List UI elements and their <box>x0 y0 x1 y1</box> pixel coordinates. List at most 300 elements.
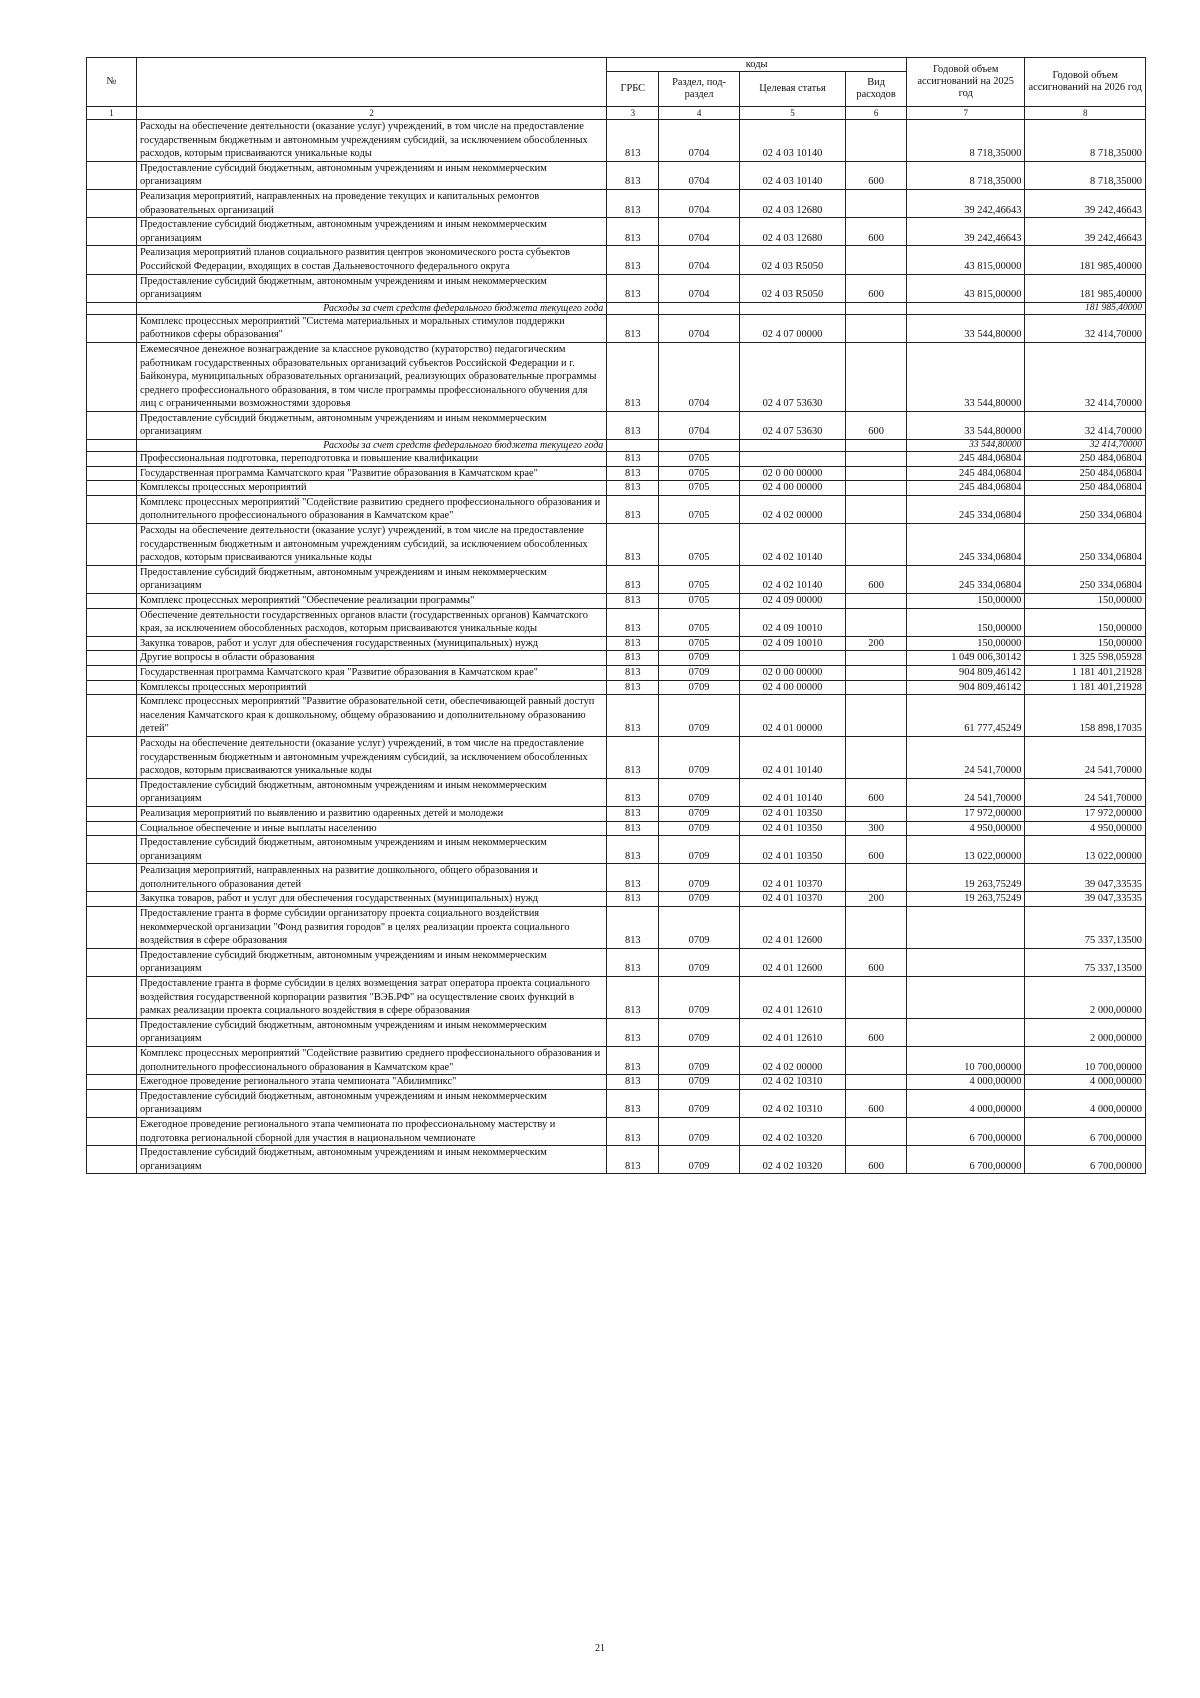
row-grbs-cell: 813 <box>607 120 659 162</box>
row-razdel-cell: 0705 <box>659 565 739 593</box>
row-kcs-cell: 02 4 09 10010 <box>739 608 845 636</box>
row-2026-cell: 6 700,00000 <box>1025 1117 1146 1145</box>
row-name-cell: Профессиональная подготовка, переподготовка и повышение квалификации <box>136 452 606 467</box>
row-2025-cell: 33 544,80000 <box>907 411 1025 439</box>
row-number-cell <box>87 651 137 666</box>
row-2026-cell: 181 985,40000 <box>1025 246 1146 274</box>
row-vr-cell <box>846 314 907 342</box>
row-kcs-cell: 02 4 01 10350 <box>739 821 845 836</box>
header-grbs: ГРБС <box>607 72 659 107</box>
row-number-cell <box>87 608 137 636</box>
table-row <box>87 1075 1146 1090</box>
row-razdel-cell: 0709 <box>659 977 739 1019</box>
row-name-cell: Предоставление субсидий бюджетным, автономным учреждениям и иным некоммерческим организациям <box>136 778 606 806</box>
table-row <box>87 189 1146 217</box>
row-2025-cell: 4 000,00000 <box>907 1089 1025 1117</box>
row-grbs-cell: 813 <box>607 411 659 439</box>
row-2025-cell: 24 541,70000 <box>907 736 1025 778</box>
row-kcs-cell: 02 4 01 12610 <box>739 977 845 1019</box>
row-vr-cell: 600 <box>846 565 907 593</box>
row-kcs-cell: 02 4 09 00000 <box>739 594 845 609</box>
row-razdel-cell: 0704 <box>659 314 739 342</box>
table-row <box>87 892 1146 907</box>
row-number-cell <box>87 977 137 1019</box>
row-number-cell <box>87 680 137 695</box>
row-2026-cell: 13 022,00000 <box>1025 836 1146 864</box>
row-vr-cell: 600 <box>846 1146 907 1174</box>
row-number-cell <box>87 481 137 496</box>
row-grbs-cell: 813 <box>607 1089 659 1117</box>
row-name-cell: Предоставление субсидий бюджетным, автономным учреждениям и иным некоммерческим организациям <box>136 411 606 439</box>
row-razdel-cell <box>659 440 739 452</box>
col-number: 7 <box>907 107 1025 120</box>
row-razdel-cell: 0709 <box>659 836 739 864</box>
row-razdel-cell: 0709 <box>659 1075 739 1090</box>
row-kcs-cell: 02 4 03 10140 <box>739 161 845 189</box>
row-number-cell <box>87 778 137 806</box>
row-2025-cell <box>907 977 1025 1019</box>
row-name-cell: Закупка товаров, работ и услуг для обеспечения государственных (муниципальных) нужд <box>136 636 606 651</box>
row-number-cell <box>87 1146 137 1174</box>
row-number-cell <box>87 189 137 217</box>
row-grbs-cell: 813 <box>607 342 659 411</box>
row-name-cell: Предоставление субсидий бюджетным, автономным учреждениям и иным некоммерческим организациям <box>136 1018 606 1046</box>
row-vr-cell <box>846 977 907 1019</box>
table-row <box>87 806 1146 821</box>
row-name-cell: Комплекс процессных мероприятий "Содействие развитию среднего профессионального образования и дополнительного профессионального образования в Камчатском крае" <box>136 1047 606 1075</box>
row-vr-cell <box>846 651 907 666</box>
row-name-cell: Ежегодное проведение регионального этапа чемпионата по профессиональному мастерству и подготовка региональной сборной для участия в национальном чемпионате <box>136 1117 606 1145</box>
row-number-cell <box>87 892 137 907</box>
row-razdel-cell: 0705 <box>659 481 739 496</box>
table-row <box>87 481 1146 496</box>
row-kcs-cell: 02 4 02 10140 <box>739 565 845 593</box>
row-kcs-cell <box>739 651 845 666</box>
row-number-cell <box>87 665 137 680</box>
table-row <box>87 1146 1146 1174</box>
row-2026-cell: 4 950,00000 <box>1025 821 1146 836</box>
row-name-cell: Расходы на обеспечение деятельности (оказание услуг) учреждений, в том числе на предоставление государственным бюджетным и автономным учреждениям субсидий, за исключением обособленных расходов, которым присваиваются уникальные коды <box>136 736 606 778</box>
row-razdel-cell: 0709 <box>659 651 739 666</box>
row-name-cell: Комплексы процессных мероприятий <box>136 680 606 695</box>
row-kcs-cell <box>739 440 845 452</box>
row-number-cell <box>87 314 137 342</box>
row-grbs-cell: 813 <box>607 466 659 481</box>
row-2025-cell: 4 000,00000 <box>907 1075 1025 1090</box>
row-grbs-cell: 813 <box>607 452 659 467</box>
row-2026-cell: 250 484,06804 <box>1025 481 1146 496</box>
row-name-cell: Расходы на обеспечение деятельности (оказание услуг) учреждений, в том числе на предоставление государственным бюджетным и автономным учреждениям субсидий, за исключением обособленных расходов, которым присваиваются уникальные коды <box>136 524 606 566</box>
row-2026-cell: 250 334,06804 <box>1025 565 1146 593</box>
row-grbs-cell: 813 <box>607 495 659 523</box>
table-row <box>87 314 1146 342</box>
row-grbs-cell: 813 <box>607 1075 659 1090</box>
table-row <box>87 411 1146 439</box>
col-number: 8 <box>1025 107 1146 120</box>
row-2025-cell: 150,00000 <box>907 636 1025 651</box>
row-grbs-cell: 813 <box>607 481 659 496</box>
table-header <box>87 58 1146 120</box>
col-number: 1 <box>87 107 137 120</box>
row-grbs-cell: 813 <box>607 680 659 695</box>
col-number: 6 <box>846 107 907 120</box>
row-2025-cell: 245 484,06804 <box>907 481 1025 496</box>
row-2025-cell: 39 242,46643 <box>907 189 1025 217</box>
row-2026-cell: 4 000,00000 <box>1025 1075 1146 1090</box>
row-name-cell: Закупка товаров, работ и услуг для обеспечения государственных (муниципальных) нужд <box>136 892 606 907</box>
row-name-cell: Комплекс процессных мероприятий "Развитие образовательной сети, обеспечивающей равный доступ населения Камчатского края к дошкольному, общему образованию и дополнительному образованию детей" <box>136 695 606 737</box>
row-name-cell: Реализация мероприятий, направленных на развитие дошкольного, общего образования и дополнительного образования детей <box>136 864 606 892</box>
table-row <box>87 246 1146 274</box>
row-kcs-cell: 02 4 07 53630 <box>739 342 845 411</box>
row-2025-cell: 245 484,06804 <box>907 452 1025 467</box>
row-kcs-cell <box>739 302 845 314</box>
row-name-cell: Другие вопросы в области образования <box>136 651 606 666</box>
row-2025-cell <box>907 907 1025 949</box>
row-2025-cell: 19 263,75249 <box>907 864 1025 892</box>
row-grbs-cell <box>607 302 659 314</box>
row-razdel-cell: 0705 <box>659 594 739 609</box>
header-vr: Вид расходов <box>846 72 907 107</box>
row-razdel-cell: 0709 <box>659 1047 739 1075</box>
row-razdel-cell: 0709 <box>659 1018 739 1046</box>
row-razdel-cell: 0709 <box>659 821 739 836</box>
row-2025-cell: 150,00000 <box>907 594 1025 609</box>
header-column-numbers <box>87 107 1146 120</box>
row-vr-cell <box>846 665 907 680</box>
row-name-cell: Предоставление субсидий бюджетным, автономным учреждениям и иным некоммерческим организациям <box>136 1146 606 1174</box>
table-row <box>87 161 1146 189</box>
row-vr-cell <box>846 342 907 411</box>
row-name-cell: Предоставление гранта в форме субсидии в целях возмещения затрат оператора проекта социального воздействия государственной корпорации развития "ВЭБ.РФ" на осуществление своих функций в рамках реализации проекта социального воздействия в сфере образования <box>136 977 606 1019</box>
row-razdel-cell: 0705 <box>659 452 739 467</box>
table-row <box>87 342 1146 411</box>
row-kcs-cell: 02 4 02 10320 <box>739 1117 845 1145</box>
row-kcs-cell: 02 4 01 00000 <box>739 695 845 737</box>
row-vr-cell <box>846 736 907 778</box>
row-number-cell <box>87 342 137 411</box>
row-2026-cell: 24 541,70000 <box>1025 778 1146 806</box>
row-razdel-cell: 0709 <box>659 778 739 806</box>
row-vr-cell <box>846 452 907 467</box>
row-2026-cell: 181 985,40000 <box>1025 274 1146 302</box>
row-grbs-cell: 813 <box>607 651 659 666</box>
header-kcs: Целевая статья <box>739 72 845 107</box>
row-grbs-cell: 813 <box>607 218 659 246</box>
row-2026-cell: 1 181 401,21928 <box>1025 665 1146 680</box>
row-kcs-cell: 02 4 01 10350 <box>739 836 845 864</box>
row-razdel-cell: 0705 <box>659 608 739 636</box>
row-kcs-cell: 02 4 03 12680 <box>739 189 845 217</box>
table-row <box>87 821 1146 836</box>
row-2026-cell: 150,00000 <box>1025 636 1146 651</box>
header-no: № <box>87 58 137 107</box>
header-codes-group: коды <box>607 58 907 72</box>
row-razdel-cell: 0704 <box>659 274 739 302</box>
row-vr-cell: 600 <box>846 161 907 189</box>
row-razdel-cell: 0709 <box>659 1146 739 1174</box>
row-vr-cell <box>846 120 907 162</box>
row-razdel-cell: 0709 <box>659 1089 739 1117</box>
row-kcs-cell: 02 4 02 10140 <box>739 524 845 566</box>
row-number-cell <box>87 736 137 778</box>
row-kcs-cell: 02 4 01 10140 <box>739 736 845 778</box>
row-2026-cell: 6 700,00000 <box>1025 1146 1146 1174</box>
row-2026-cell: 2 000,00000 <box>1025 977 1146 1019</box>
row-name-cell: Государственная программа Камчатского края "Развитие образования в Камчатском крае" <box>136 665 606 680</box>
row-2026-cell: 2 000,00000 <box>1025 1018 1146 1046</box>
row-2025-cell: 33 544,80000 <box>907 342 1025 411</box>
row-razdel-cell: 0709 <box>659 736 739 778</box>
row-number-cell <box>87 466 137 481</box>
row-2026-cell: 32 414,70000 <box>1025 342 1146 411</box>
row-name-cell: Ежегодное проведение регионального этапа чемпионата "Абилимпикс" <box>136 1075 606 1090</box>
row-name-cell: Расходы на обеспечение деятельности (оказание услуг) учреждений, в том числе на предоставление государственным бюджетным и автономным учреждениям субсидий, за исключением обособленных расходов, которым присваиваются уникальные коды <box>136 120 606 162</box>
row-kcs-cell: 02 4 01 12600 <box>739 948 845 976</box>
row-vr-cell: 600 <box>846 1018 907 1046</box>
row-name-cell: Предоставление гранта в форме субсидии организатору проекта социального воздействия некоммерческой организации "Фонд развития городов" в целях реализации проекта социального воздействия в сфере образования <box>136 907 606 949</box>
row-name-cell: Предоставление субсидий бюджетным, автономным учреждениям и иным некоммерческим организациям <box>136 161 606 189</box>
row-vr-cell: 200 <box>846 892 907 907</box>
row-2025-cell <box>907 302 1025 314</box>
row-vr-cell <box>846 594 907 609</box>
row-2025-cell: 24 541,70000 <box>907 778 1025 806</box>
row-vr-cell <box>846 695 907 737</box>
row-razdel-cell: 0704 <box>659 246 739 274</box>
table-row <box>87 695 1146 737</box>
row-razdel-cell: 0704 <box>659 218 739 246</box>
row-kcs-cell: 02 4 01 10140 <box>739 778 845 806</box>
row-vr-cell <box>846 495 907 523</box>
row-grbs-cell: 813 <box>607 821 659 836</box>
row-2025-cell: 6 700,00000 <box>907 1146 1025 1174</box>
row-2025-cell: 245 484,06804 <box>907 466 1025 481</box>
row-kcs-cell: 02 4 03 10140 <box>739 120 845 162</box>
row-grbs-cell <box>607 440 659 452</box>
row-2025-cell: 33 544,80000 <box>907 440 1025 452</box>
row-number-cell <box>87 1047 137 1075</box>
header-razdel: Раздел, под-раздел <box>659 72 739 107</box>
row-kcs-cell: 02 4 02 00000 <box>739 495 845 523</box>
table-row <box>87 466 1146 481</box>
row-number-cell <box>87 302 137 314</box>
row-2025-cell: 39 242,46643 <box>907 218 1025 246</box>
row-name-cell: Реализация мероприятий планов социального развития центров экономического роста субъектов Российской Федерации, входящих в состав Дальневосточного федерального округа <box>136 246 606 274</box>
row-name-cell: Расходы за счет средств федерального бюджета текущего года <box>136 302 606 314</box>
row-kcs-cell: 02 4 01 10370 <box>739 892 845 907</box>
row-grbs-cell: 813 <box>607 864 659 892</box>
row-2026-cell: 181 985,40000 <box>1025 302 1146 314</box>
row-number-cell <box>87 411 137 439</box>
row-vr-cell <box>846 481 907 496</box>
row-grbs-cell: 813 <box>607 636 659 651</box>
row-kcs-cell: 02 4 03 12680 <box>739 218 845 246</box>
row-vr-cell <box>846 1047 907 1075</box>
header-2026: Годовой объем ассигнований на 2026 год <box>1025 58 1146 107</box>
row-kcs-cell: 02 4 07 00000 <box>739 314 845 342</box>
table-row <box>87 1047 1146 1075</box>
table-row <box>87 1018 1146 1046</box>
row-2026-cell: 75 337,13500 <box>1025 948 1146 976</box>
row-name-cell: Государственная программа Камчатского края "Развитие образования в Камчатском крае" <box>136 466 606 481</box>
row-number-cell <box>87 806 137 821</box>
row-name-cell: Расходы за счет средств федерального бюджета текущего года <box>136 440 606 452</box>
row-razdel-cell: 0704 <box>659 342 739 411</box>
row-grbs-cell: 813 <box>607 892 659 907</box>
table-row <box>87 218 1146 246</box>
row-name-cell: Обеспечение деятельности государственных органов власти (государственных органов) Камчатского края, за исключением обособленных расходов, которым присваиваются уникальные коды <box>136 608 606 636</box>
row-vr-cell <box>846 189 907 217</box>
row-razdel-cell: 0705 <box>659 466 739 481</box>
table-row <box>87 907 1146 949</box>
row-name-cell: Предоставление субсидий бюджетным, автономным учреждениям и иным некоммерческим организациям <box>136 565 606 593</box>
table-row <box>87 665 1146 680</box>
table-row <box>87 594 1146 609</box>
row-kcs-cell: 02 4 02 10320 <box>739 1146 845 1174</box>
row-kcs-cell: 02 4 00 00000 <box>739 481 845 496</box>
row-number-cell <box>87 1117 137 1145</box>
table-row <box>87 680 1146 695</box>
row-grbs-cell: 813 <box>607 565 659 593</box>
row-2025-cell: 43 815,00000 <box>907 274 1025 302</box>
table-row-federal-subtotal <box>87 440 1146 452</box>
row-grbs-cell: 813 <box>607 524 659 566</box>
table-row <box>87 608 1146 636</box>
row-name-cell: Комплекс процессных мероприятий "Обеспечение реализации программы" <box>136 594 606 609</box>
row-2025-cell: 150,00000 <box>907 608 1025 636</box>
row-razdel-cell: 0709 <box>659 907 739 949</box>
row-2025-cell: 6 700,00000 <box>907 1117 1025 1145</box>
row-2025-cell: 245 334,06804 <box>907 495 1025 523</box>
row-grbs-cell: 813 <box>607 778 659 806</box>
row-number-cell <box>87 821 137 836</box>
row-2026-cell: 75 337,13500 <box>1025 907 1146 949</box>
row-razdel-cell: 0709 <box>659 1117 739 1145</box>
row-2026-cell: 32 414,70000 <box>1025 314 1146 342</box>
row-vr-cell <box>846 466 907 481</box>
row-kcs-cell: 02 4 07 53630 <box>739 411 845 439</box>
row-2026-cell: 39 242,46643 <box>1025 218 1146 246</box>
row-name-cell: Предоставление субсидий бюджетным, автономным учреждениям и иным некоммерческим организациям <box>136 836 606 864</box>
row-grbs-cell: 813 <box>607 736 659 778</box>
row-2026-cell: 39 047,33535 <box>1025 864 1146 892</box>
row-grbs-cell: 813 <box>607 695 659 737</box>
row-2026-cell: 150,00000 <box>1025 608 1146 636</box>
row-kcs-cell: 02 4 01 10350 <box>739 806 845 821</box>
row-razdel-cell: 0705 <box>659 524 739 566</box>
table-row <box>87 778 1146 806</box>
row-grbs-cell: 813 <box>607 594 659 609</box>
row-2026-cell: 158 898,17035 <box>1025 695 1146 737</box>
row-number-cell <box>87 1089 137 1117</box>
row-kcs-cell <box>739 452 845 467</box>
budget-table <box>86 57 1146 1174</box>
row-number-cell <box>87 1075 137 1090</box>
row-number-cell <box>87 246 137 274</box>
row-2025-cell <box>907 1018 1025 1046</box>
row-2025-cell: 4 950,00000 <box>907 821 1025 836</box>
table-row <box>87 948 1146 976</box>
row-2026-cell: 10 700,00000 <box>1025 1047 1146 1075</box>
row-number-cell <box>87 218 137 246</box>
row-kcs-cell: 02 0 00 00000 <box>739 466 845 481</box>
row-vr-cell: 300 <box>846 821 907 836</box>
row-grbs-cell: 813 <box>607 246 659 274</box>
row-2025-cell: 1 049 006,30142 <box>907 651 1025 666</box>
row-2026-cell: 32 414,70000 <box>1025 411 1146 439</box>
budget-table-container <box>86 57 1146 1174</box>
row-razdel-cell: 0709 <box>659 806 739 821</box>
row-number-cell <box>87 695 137 737</box>
table-row <box>87 1117 1146 1145</box>
row-2025-cell: 10 700,00000 <box>907 1047 1025 1075</box>
row-2025-cell: 13 022,00000 <box>907 836 1025 864</box>
row-grbs-cell: 813 <box>607 274 659 302</box>
row-vr-cell: 600 <box>846 836 907 864</box>
row-name-cell: Предоставление субсидий бюджетным, автономным учреждениям и иным некоммерческим организациям <box>136 274 606 302</box>
row-2025-cell: 245 334,06804 <box>907 524 1025 566</box>
row-number-cell <box>87 440 137 452</box>
row-razdel-cell: 0704 <box>659 189 739 217</box>
row-2026-cell: 39 242,46643 <box>1025 189 1146 217</box>
col-number: 3 <box>607 107 659 120</box>
table-row <box>87 636 1146 651</box>
row-grbs-cell: 813 <box>607 1117 659 1145</box>
row-kcs-cell: 02 4 02 10310 <box>739 1075 845 1090</box>
row-2025-cell: 17 972,00000 <box>907 806 1025 821</box>
row-grbs-cell: 813 <box>607 1146 659 1174</box>
table-body <box>87 120 1146 1174</box>
row-vr-cell: 600 <box>846 218 907 246</box>
row-name-cell: Предоставление субсидий бюджетным, автономным учреждениям и иным некоммерческим организациям <box>136 948 606 976</box>
row-grbs-cell: 813 <box>607 665 659 680</box>
table-row <box>87 120 1146 162</box>
row-number-cell <box>87 274 137 302</box>
row-grbs-cell: 813 <box>607 977 659 1019</box>
row-2026-cell: 250 334,06804 <box>1025 495 1146 523</box>
row-2025-cell: 61 777,45249 <box>907 695 1025 737</box>
table-row <box>87 524 1146 566</box>
row-razdel-cell: 0704 <box>659 120 739 162</box>
row-2025-cell: 33 544,80000 <box>907 314 1025 342</box>
row-2025-cell: 43 815,00000 <box>907 246 1025 274</box>
table-row <box>87 452 1146 467</box>
row-razdel-cell: 0709 <box>659 892 739 907</box>
row-vr-cell <box>846 302 907 314</box>
header-name-cell <box>136 58 606 107</box>
row-number-cell <box>87 907 137 949</box>
row-2025-cell: 245 334,06804 <box>907 565 1025 593</box>
row-vr-cell: 600 <box>846 778 907 806</box>
row-2026-cell: 250 334,06804 <box>1025 524 1146 566</box>
row-number-cell <box>87 452 137 467</box>
col-number: 4 <box>659 107 739 120</box>
row-grbs-cell: 813 <box>607 806 659 821</box>
row-name-cell: Комплекс процессных мероприятий "Система материальных и моральных стимулов поддержки работников сферы образования" <box>136 314 606 342</box>
row-name-cell: Предоставление субсидий бюджетным, автономным учреждениям и иным некоммерческим организациям <box>136 1089 606 1117</box>
row-2025-cell: 904 809,46142 <box>907 680 1025 695</box>
table-row <box>87 864 1146 892</box>
table-row <box>87 977 1146 1019</box>
row-name-cell: Предоставление субсидий бюджетным, автономным учреждениям и иным некоммерческим организациям <box>136 218 606 246</box>
row-razdel-cell: 0705 <box>659 636 739 651</box>
row-kcs-cell: 02 4 03 R5050 <box>739 274 845 302</box>
row-grbs-cell: 813 <box>607 948 659 976</box>
row-2025-cell: 8 718,35000 <box>907 120 1025 162</box>
row-vr-cell: 600 <box>846 948 907 976</box>
row-grbs-cell: 813 <box>607 189 659 217</box>
row-kcs-cell: 02 4 01 12600 <box>739 907 845 949</box>
